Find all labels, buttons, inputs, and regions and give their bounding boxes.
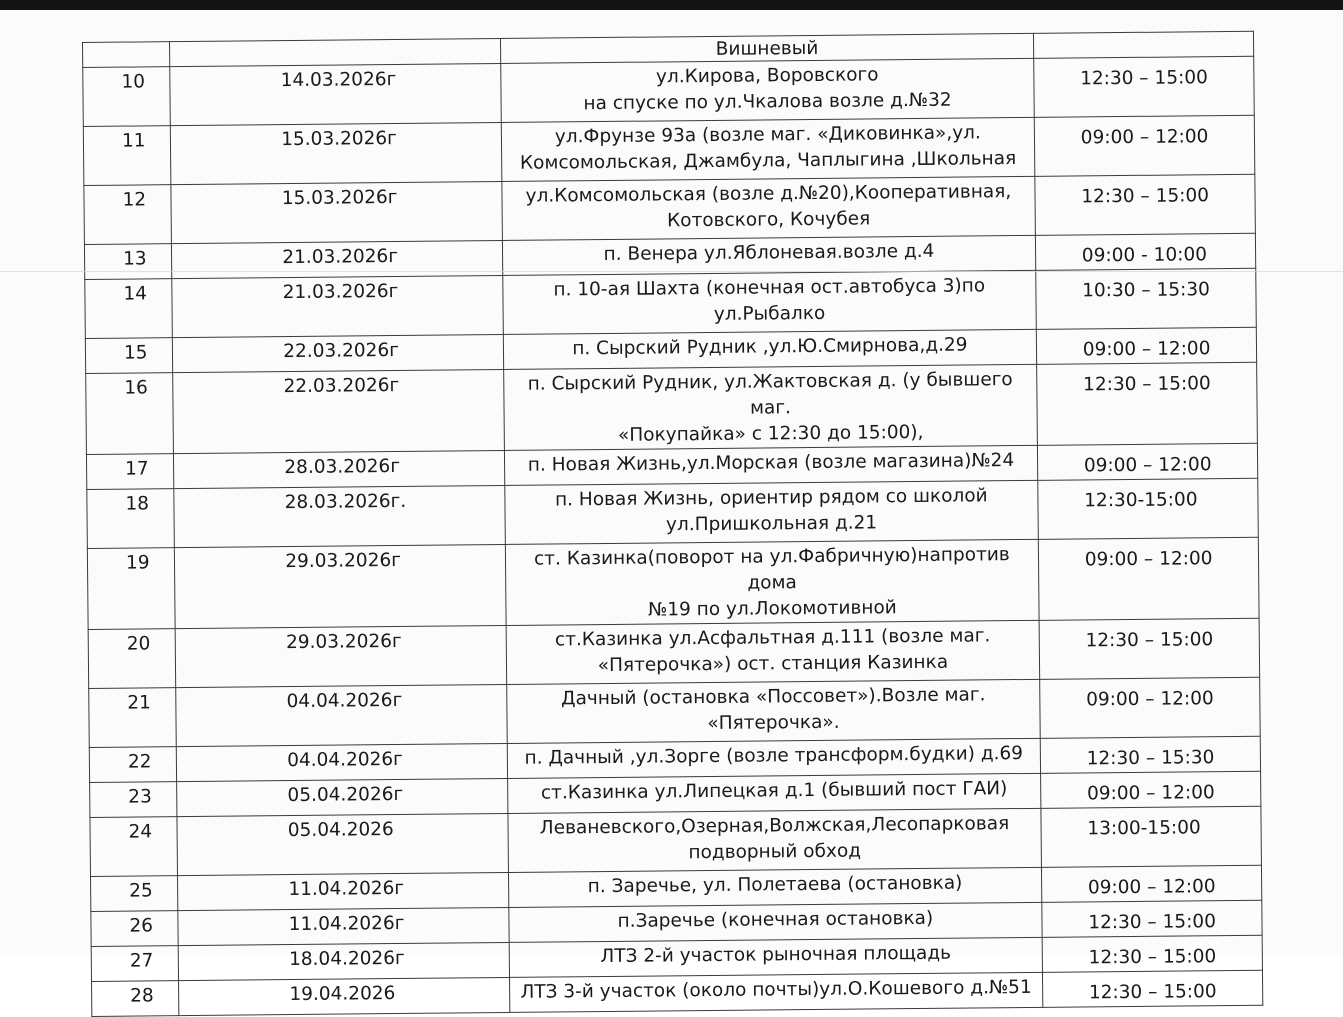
row-number-cell: 15 bbox=[85, 338, 173, 374]
header-date-cell bbox=[170, 38, 501, 66]
row-address-cell bbox=[504, 364, 1037, 450]
row-address-cell bbox=[501, 117, 1034, 181]
row-number-cell: 17 bbox=[86, 454, 174, 490]
row-date-cell: 18.04.2026г bbox=[178, 942, 509, 980]
row-time-cell: 09:00 – 12:00 bbox=[1040, 771, 1261, 808]
row-time-cell: 12:30 – 15:30 bbox=[1040, 736, 1261, 773]
address-line: ЛТЗ 3-й участок (около почты)ул.О.Кошевого д.№51 bbox=[520, 976, 1032, 1003]
scan-top-border bbox=[0, 0, 1343, 10]
scan-artifact-line bbox=[0, 271, 1343, 272]
schedule-table bbox=[82, 31, 1263, 1017]
address-line: п. Дачный ,ул.Зорге (возле трансформ.будки) д.69 bbox=[524, 743, 1024, 769]
row-address-cell bbox=[505, 480, 1038, 544]
address-line: п. Новая Жизнь,ул.Морская (возле магазина)№24 bbox=[527, 450, 1015, 476]
row-address-cell bbox=[507, 738, 1040, 778]
row-time-cell: 09:00 - 10:00 bbox=[1035, 233, 1256, 270]
row-date-cell: 28.03.2026г bbox=[174, 450, 505, 488]
row-time-cell: 10:30 – 15:30 bbox=[1036, 268, 1257, 329]
address-line: «Пятерочка») ост. станция Казинка bbox=[597, 651, 949, 677]
row-number-cell: 20 bbox=[88, 629, 176, 689]
row-time-cell: 12:30 – 15:00 bbox=[1042, 900, 1263, 937]
address-line: на спуске по ул.Чкалова возле д.№32 bbox=[583, 89, 952, 115]
row-number-cell: 27 bbox=[91, 946, 179, 982]
row-number-cell: 18 bbox=[87, 489, 175, 549]
address-line: Леваневского,Озерная,Волжская,Лесопарковая bbox=[539, 813, 1010, 839]
row-date-cell: 11.04.2026г bbox=[178, 907, 509, 945]
row-time-cell: 09:00 – 12:00 bbox=[1034, 115, 1255, 176]
address-line: п. Новая Жизнь, ориентир рядом со школой bbox=[554, 485, 988, 511]
row-number-cell: 10 bbox=[83, 67, 171, 127]
row-address-cell bbox=[505, 539, 1038, 625]
row-date-cell: 04.04.2026г bbox=[177, 743, 508, 781]
row-time-cell: 09:00 – 12:00 bbox=[1037, 443, 1258, 480]
row-number-cell: 16 bbox=[86, 373, 174, 455]
row-date-cell: 22.03.2026г bbox=[173, 334, 504, 372]
address-line: подворный обход bbox=[688, 840, 862, 864]
row-number-cell: 14 bbox=[85, 279, 173, 339]
row-number-cell: 26 bbox=[91, 911, 179, 947]
address-line: ст.Казинка ул.Липецкая д.1 (бывший пост ГАИ) bbox=[540, 778, 1008, 804]
row-date-cell: 29.03.2026г bbox=[175, 544, 507, 628]
address-line: Дачный (остановка «Поссовет»).Возле маг. bbox=[560, 684, 986, 710]
row-date-cell: 05.04.2026г bbox=[177, 778, 508, 816]
address-line: ул.Комсомольская (возле д.№20),Кооперативная, bbox=[525, 181, 1012, 207]
address-line: Котовского, Кочубея bbox=[666, 208, 871, 232]
header-time-cell bbox=[1033, 31, 1253, 58]
scanned-page bbox=[0, 10, 1343, 1007]
row-number-cell: 28 bbox=[92, 981, 180, 1017]
row-address-cell bbox=[506, 620, 1039, 684]
row-number-cell: 22 bbox=[89, 747, 177, 783]
address-line: п. Сырский Рудник, ул.Жактовская д. (у бывшего маг. bbox=[527, 369, 1013, 419]
address-line: ст.Казинка ул.Асфальтная д.111 (возле маг. bbox=[554, 625, 991, 651]
row-address-cell bbox=[508, 773, 1041, 813]
row-time-cell: 12:30-15:00 bbox=[1038, 478, 1259, 539]
row-date-cell: 15.03.2026г bbox=[171, 181, 502, 243]
row-number-cell: 12 bbox=[84, 185, 172, 245]
header-num-cell bbox=[83, 42, 171, 68]
address-line: ЛТЗ 2-й участок рыночная площадь bbox=[600, 942, 952, 968]
row-address-cell bbox=[507, 679, 1040, 743]
address-line: ул.Рыбалко bbox=[713, 302, 826, 325]
row-address-cell bbox=[505, 445, 1038, 485]
address-line: ул.Кирова, Воровского bbox=[655, 64, 879, 88]
address-line: п.Заречье (конечная остановка) bbox=[617, 907, 934, 932]
row-number-cell: 19 bbox=[87, 548, 175, 630]
row-address-cell bbox=[501, 58, 1034, 122]
row-date-cell: 28.03.2026г. bbox=[174, 485, 505, 547]
address-line: п. Заречье, ул. Полетаева (остановка) bbox=[587, 872, 963, 898]
row-date-cell: 14.03.2026г bbox=[170, 63, 501, 125]
row-address-cell bbox=[503, 270, 1036, 334]
row-number-cell: 21 bbox=[89, 688, 177, 748]
row-time-cell: 12:30 – 15:00 bbox=[1036, 362, 1257, 445]
address-line: ул.Фрунзе 93а (возле маг. «Диковинка»,ул. bbox=[554, 122, 981, 148]
row-time-cell: 12:30 – 15:00 bbox=[1042, 935, 1263, 972]
schedule-table-body bbox=[83, 31, 1263, 1016]
address-line: ул.Пришкольная д.21 bbox=[665, 512, 878, 536]
row-time-cell: 12:30 – 15:00 bbox=[1042, 970, 1263, 1007]
row-date-cell: 21.03.2026г bbox=[172, 240, 503, 278]
row-address-cell bbox=[508, 808, 1041, 872]
row-number-cell: 11 bbox=[83, 126, 171, 186]
row-date-cell: 21.03.2026г bbox=[172, 275, 503, 337]
row-address-cell bbox=[509, 867, 1042, 907]
address-line: «Покупайка» с 12:30 до 15:00), bbox=[617, 421, 924, 446]
row-address-cell bbox=[502, 176, 1035, 240]
row-time-cell: 12:30 – 15:00 bbox=[1039, 618, 1260, 679]
header-address-cell: Вишневый bbox=[501, 33, 1034, 63]
row-address-cell bbox=[502, 235, 1035, 275]
row-address-cell bbox=[510, 972, 1043, 1012]
row-time-cell: 09:00 – 12:00 bbox=[1036, 327, 1257, 364]
address-line: №19 по ул.Локомотивной bbox=[647, 597, 897, 621]
row-date-cell: 29.03.2026г bbox=[175, 625, 506, 687]
row-number-cell: 23 bbox=[90, 782, 178, 818]
row-date-cell: 22.03.2026г bbox=[173, 369, 505, 453]
row-date-cell: 19.04.2026 bbox=[179, 977, 510, 1015]
row-time-cell: 12:30 – 15:00 bbox=[1035, 174, 1256, 235]
row-date-cell: 05.04.2026 bbox=[177, 813, 508, 875]
address-line: Комсомольская, Джамбула, Чаплыгина ,Школьная bbox=[519, 148, 1017, 174]
table-row bbox=[86, 362, 1258, 454]
row-address-cell bbox=[503, 329, 1036, 369]
row-number-cell: 24 bbox=[90, 817, 178, 877]
row-number-cell: 25 bbox=[91, 876, 179, 912]
address-line: п. Венера ул.Яблоневая.возле д.4 bbox=[603, 240, 935, 266]
table-row bbox=[87, 537, 1259, 629]
address-line: п. Сырский Рудник ,ул.Ю.Смирнова,д.29 bbox=[572, 334, 968, 360]
row-address-cell bbox=[509, 937, 1042, 977]
address-line: ст. Казинка(поворот на ул.Фабричную)напротив дома bbox=[533, 544, 1010, 594]
row-address-cell bbox=[509, 902, 1042, 942]
row-date-cell: 15.03.2026г bbox=[171, 122, 502, 184]
row-time-cell: 13:00-15:00 bbox=[1041, 806, 1262, 867]
row-time-cell: 09:00 – 12:00 bbox=[1039, 677, 1260, 738]
row-number-cell: 13 bbox=[84, 244, 172, 280]
address-line: п. 10-ая Шахта (конечная ост.автобуса 3)по bbox=[553, 275, 986, 301]
row-date-cell: 04.04.2026г bbox=[176, 684, 507, 746]
row-time-cell: 12:30 – 15:00 bbox=[1033, 56, 1254, 117]
row-time-cell: 09:00 – 12:00 bbox=[1038, 537, 1259, 620]
row-date-cell: 11.04.2026г bbox=[178, 872, 509, 910]
address-line: «Пятерочка». bbox=[707, 711, 840, 735]
row-time-cell: 09:00 – 12:00 bbox=[1041, 865, 1262, 902]
